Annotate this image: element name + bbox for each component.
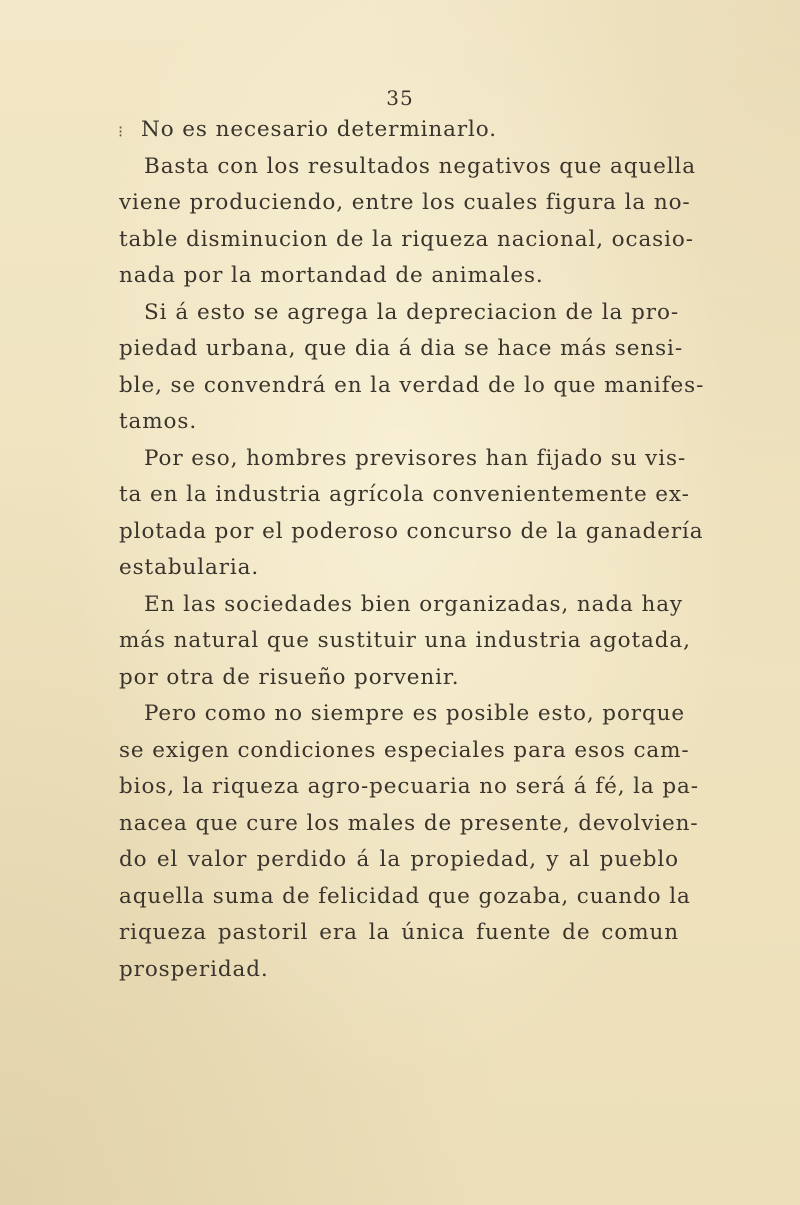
marginal-mark: ⁝ [118, 122, 124, 141]
text-line: do el valor perdido á la propiedad, y al pueblo [119, 847, 679, 872]
text-line: más natural que sustituir una industria agotada, [119, 628, 691, 653]
text-line: piedad urbana, que dia á dia se hace más sensi- [119, 336, 683, 361]
text-line: Basta con los resultados negativos que aquella [144, 153, 697, 179]
text-line: prosperidad. [119, 956, 269, 982]
text-line: Si á esto se agrega la depreciacion de la pro- [144, 299, 679, 325]
text-line: En las sociedades bien organizadas, nada hay [144, 591, 683, 617]
text-line: Pero como no siempre es posible esto, porque [144, 701, 686, 726]
text-line: bios, la riqueza agro-pecuaria no será á fé, la pa- [119, 774, 699, 799]
text-line: viene produciendo, entre los cuales figura la no- [119, 190, 691, 215]
text-line: por otra de risueño porvenir. [119, 664, 460, 690]
text-line: table disminucion de la riqueza nacional, ocasio- [119, 226, 694, 252]
page-number: 35 [386, 86, 414, 110]
text-line: nacea que cure los males de presente, devolvien- [119, 810, 699, 836]
text-line: tamos. [119, 409, 198, 434]
text-line: estabularia. [119, 555, 260, 580]
body-text [119, 112, 705, 988]
text-line: aquella suma de felicidad que gozaba, cuando la [119, 883, 691, 909]
text-line: se exigen condiciones especiales para esos cam- [119, 737, 690, 763]
text-line: plotada por el poderoso concurso de la ganadería [119, 518, 704, 544]
text-line: ta en la industria agrícola convenientemente ex- [119, 482, 690, 507]
text-line: Por eso, hombres previsores han fijado su vis- [144, 445, 687, 471]
text-line: nada por la mortandad de animales. [119, 263, 544, 288]
text-line: No es necesario determinarlo. [141, 117, 498, 142]
text-line: riqueza pastoril era la única fuente de comun [119, 920, 679, 945]
text-line: ble, se convendrá en la verdad de lo que manifes- [119, 372, 705, 398]
